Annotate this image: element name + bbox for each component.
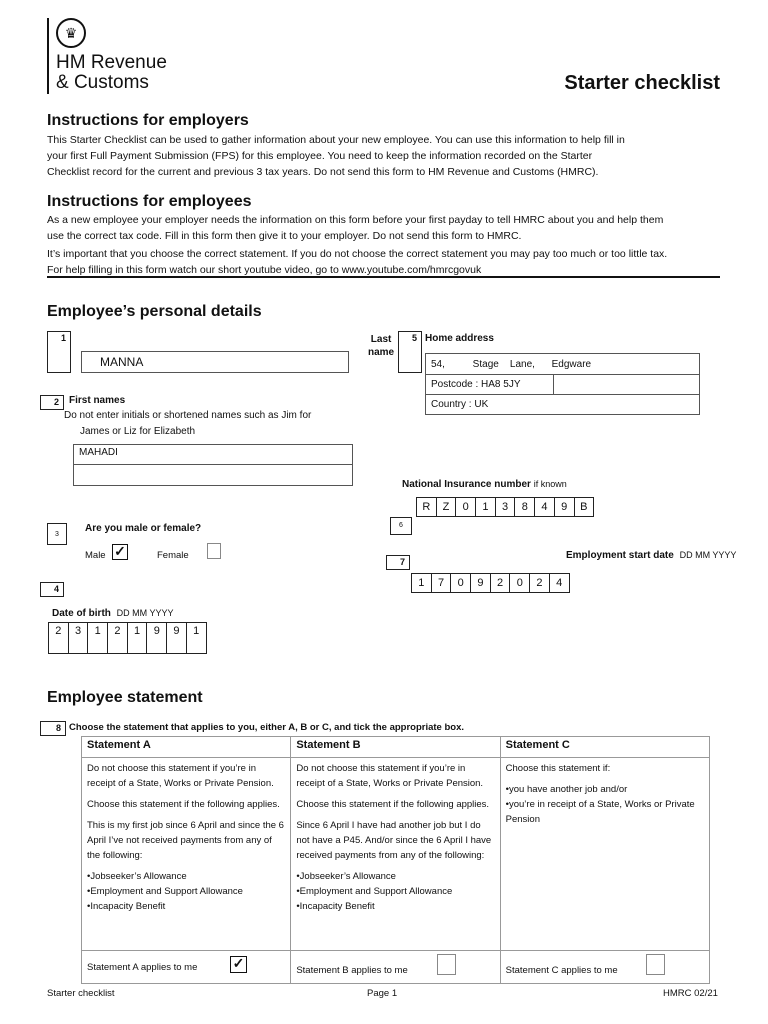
dob-cell[interactable]: 2 [48,622,69,654]
list-item: • you’re in receipt of a State, Works or Private Pension [506,797,704,827]
ni-number-input[interactable] [416,497,594,517]
question-3-number: 3 [47,523,67,545]
start-cell[interactable]: 0 [509,573,530,593]
last-name-label [368,334,394,358]
ni-number-label-text: National Insurance number [402,479,531,490]
employees-heading: Instructions for employees [47,193,252,210]
start-cell[interactable]: 2 [490,573,511,593]
first-names-label: First names [69,395,126,406]
footer-form-name: Starter checklist [47,988,115,999]
first-names-hint-2: James or Liz for Elizabeth [80,426,196,437]
first-names-hint-1: Do not enter initials or shortened names such as Jim for [64,410,312,421]
employers-line-1: This Starter Checklist can be used to gather information about your new employee. You can use this information to help fill in [47,134,625,146]
logo-divider [47,18,49,94]
dob-format: DD MM YYYY [116,608,174,618]
statement-b-title: Statement B [291,737,500,758]
statement-a-checkbox[interactable]: ✓ [230,956,247,973]
statement-c-body [500,758,709,951]
ni-cell[interactable]: 9 [554,497,575,517]
page-title: Starter checklist [564,72,720,94]
statement-b-applies-label: Statement B applies to me [296,964,408,976]
statement-b-body [291,758,500,951]
footer-form-code: HMRC 02/21 [663,988,718,999]
hmrc-logo-text [56,53,167,93]
female-label: Female [157,550,189,561]
statement-a-title: Statement A [82,737,291,758]
female-checkbox[interactable] [207,543,221,559]
statement-heading: Employee statement [47,689,203,706]
postcode-value: : HA8 5JY [475,379,521,390]
country-value: : UK [468,399,489,410]
dob-cell[interactable]: 9 [166,622,187,654]
statement-b-p2: Choose this statement if the following applies. [296,799,490,810]
question-8-number: 8 [40,721,66,736]
statement-a-applies-label: Statement A applies to me [87,961,198,973]
question-4-number: 4 [40,582,64,597]
start-cell[interactable]: 1 [411,573,432,593]
list-item: • Employment and Support Allowance [87,884,285,899]
start-date-format: DD MM YYYY [679,550,737,560]
ni-cell[interactable]: R [416,497,437,517]
ni-cell[interactable]: 0 [455,497,476,517]
employers-instructions [47,132,707,180]
statement-a-p1: Do not choose this statement if you’re in receipt of a State, Works or Private Pension. [87,763,274,789]
dob-label [52,608,174,619]
employers-line-2: your first Full Payment Submission (FPS) for this employee. You need to keep the information recorded on the Starter [47,150,593,162]
start-cell[interactable]: 7 [431,573,452,593]
male-checkbox[interactable]: ✓ [112,544,128,560]
last-name-label-2: name [368,347,395,358]
question-2-number: 2 [40,395,64,410]
start-date-label [566,550,736,561]
statement-c-checkbox[interactable] [646,954,665,975]
last-name-input[interactable]: MANNA [81,351,349,373]
statement-instruction: Choose the statement that applies to you, either A, B or C, and tick the appropriate box. [69,722,465,733]
dob-cell[interactable]: 1 [186,622,207,654]
first-names-input[interactable]: MAHADI [73,444,353,465]
employees-line-2: use the correct tax code. Fill in this form then give it to your employer. Do not send this form to HMRC. [47,230,522,242]
question-5-number: 5 [398,331,422,373]
footer-page-number: Page 1 [367,988,398,999]
list-item: • you have another job and/or [506,782,704,797]
country-label: Country [431,399,467,410]
start-cell[interactable]: 4 [549,573,570,593]
question-1-number: 1 [47,331,71,373]
list-item: • Employment and Support Allowance [296,884,494,899]
ni-cell[interactable]: 4 [534,497,555,517]
statement-c-p1: Choose this statement if: [505,763,611,774]
statement-b-footer [291,951,500,984]
royal-crest-icon [56,18,86,48]
ni-number-label [402,479,567,490]
employers-line-3: Checklist record for the current and previous 3 tax years. Do not send this form to HM Revenue and Customs (HMRC). [47,166,599,178]
statement-c-footer [500,951,709,984]
brand-line-2: & Customs [56,72,149,93]
question-7-number: 7 [386,555,410,570]
address-line-input[interactable]: 54, Stage Lane, Edgware [425,353,700,375]
employees-line-3: It’s important that you choose the correct statement. If you do not choose the correct statement you may pay too much or too little tax. [47,248,668,260]
statement-b-bullets [296,869,494,914]
list-item: • Jobseeker’s Allowance [87,869,285,884]
ni-number-suffix: if known [533,479,567,489]
ni-cell[interactable]: 1 [475,497,496,517]
statement-c-applies-label: Statement C applies to me [505,964,618,976]
home-address-label: Home address [425,333,494,344]
statement-a-footer [82,951,291,984]
address-extra-input[interactable] [553,374,700,395]
ni-cell[interactable]: 3 [495,497,516,517]
dob-label-text: Date of birth [52,608,111,619]
country-field[interactable] [425,394,700,415]
list-item: • Incapacity Benefit [87,899,285,914]
employees-line-4: For help filling in this form watch our short youtube video, go to www.youtube.com/hmrcgovuk [47,264,482,276]
dob-cell[interactable]: 1 [127,622,148,654]
statement-a-p3: This is my first job since 6 April and since the 6 April I’ve not received payments from any of the following: [87,820,284,861]
gender-label: Are you male or female? [85,523,202,534]
statement-b-checkbox[interactable] [437,954,456,975]
section-divider [47,276,720,278]
statement-b-p3: Since 6 April I have had another job but I do not have a P45. And/or since the 6 April I have received payments from any of the following: [296,820,492,861]
question-6-number: 6 [390,517,412,535]
start-cell[interactable]: 9 [470,573,491,593]
dob-cell[interactable]: 9 [146,622,167,654]
employers-heading: Instructions for employers [47,112,249,129]
start-date-input[interactable] [411,573,570,593]
employees-line-1: As a new employee your employer needs the information on this form before your first payday to tell HMRC about you and help them [47,214,664,226]
start-cell[interactable]: 0 [450,573,471,593]
dob-input[interactable] [48,622,207,654]
dob-cell[interactable]: 2 [107,622,128,654]
last-name-label-1: Last [370,334,392,345]
statement-table [81,736,710,984]
dob-cell[interactable]: 3 [68,622,89,654]
start-date-label-text: Employment start date [566,550,674,561]
ni-cell[interactable]: Z [436,497,457,517]
personal-details-heading: Employee’s personal details [47,303,262,320]
male-label: Male [85,550,106,561]
statement-a-body [82,758,291,951]
dob-cell[interactable]: 1 [87,622,108,654]
brand-line-1: HM Revenue [56,52,167,73]
statement-a-bullets [87,869,285,914]
ni-cell[interactable]: B [574,497,595,517]
statement-b-p1: Do not choose this statement if you’re in receipt of a State, Works or Private Pension. [296,763,484,789]
statement-a-p2: Choose this statement if the following applies. [87,799,280,810]
statement-c-title: Statement C [500,737,709,758]
statement-c-bullets [506,782,704,827]
ni-cell[interactable]: 8 [514,497,535,517]
list-item: • Incapacity Benefit [296,899,494,914]
start-cell[interactable]: 2 [529,573,550,593]
postcode-field[interactable] [425,374,554,395]
first-names-input-line-2[interactable] [73,464,353,486]
postcode-label: Postcode [431,379,473,390]
employees-instructions [47,212,707,278]
list-item: • Jobseeker’s Allowance [296,869,494,884]
crest-glyph: ♛ [64,25,78,41]
